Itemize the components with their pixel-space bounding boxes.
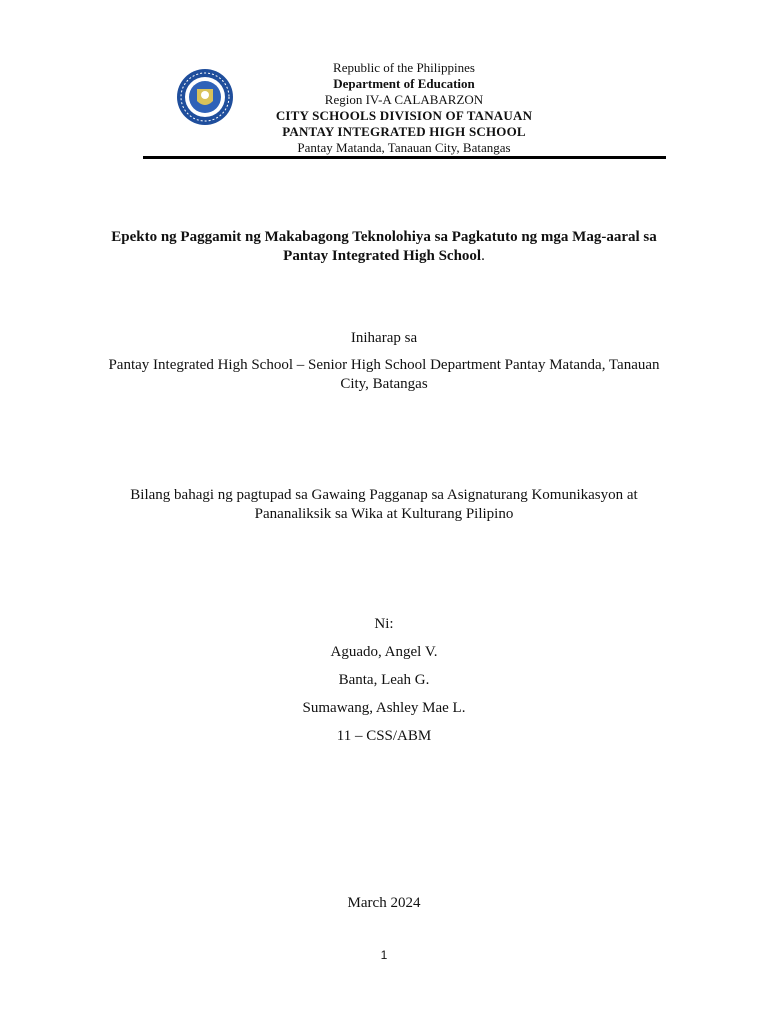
letterhead-address: Pantay Matanda, Tanauan City, Batangas (297, 140, 511, 155)
letterhead (250, 60, 558, 156)
letterhead-school: PANTAY INTEGRATED HIGH SCHOOL (282, 124, 526, 139)
page-number: 1 (380, 948, 388, 962)
submission-date: March 2024 (347, 895, 421, 911)
author-name: Banta, Leah G. (338, 672, 430, 688)
research-title-line-1: Epekto ng Paggamit ng Makabagong Teknolohiya sa Pagkatuto ng mga Mag-aaral sa (111, 229, 657, 245)
purpose-line-2: Pananaliksik sa Wika at Kulturang Pilipino (254, 506, 514, 522)
presented-line-1: Pantay Integrated High School – Senior High School Department Pantay Matanda, Tanauan (108, 357, 660, 373)
grade-section: 11 – CSS/ABM (336, 728, 432, 744)
author-name: Sumawang, Ashley Mae L. (302, 700, 466, 716)
purpose-line-1: Bilang bahagi ng pagtupad sa Gawaing Pagganap sa Asignaturang Komunikasyon at (130, 487, 638, 503)
authors-label: Ni: (374, 616, 394, 632)
presented-label: Iniharap sa (350, 330, 418, 346)
author-name: Aguado, Angel V. (330, 644, 438, 660)
research-title (96, 228, 672, 266)
letterhead-region: Region IV-A CALABARZON (324, 92, 484, 107)
research-title-line-2: Pantay Integrated High School. (283, 248, 485, 264)
deped-seal-icon (175, 67, 235, 127)
letterhead-republic: Republic of the Philippines (333, 60, 475, 75)
presented-line-2: City, Batangas (340, 376, 428, 392)
letterhead-department: Department of Education (333, 76, 475, 91)
letterhead-divider (143, 156, 666, 159)
letterhead-division: CITY SCHOOLS DIVISION OF TANAUAN (275, 108, 533, 123)
